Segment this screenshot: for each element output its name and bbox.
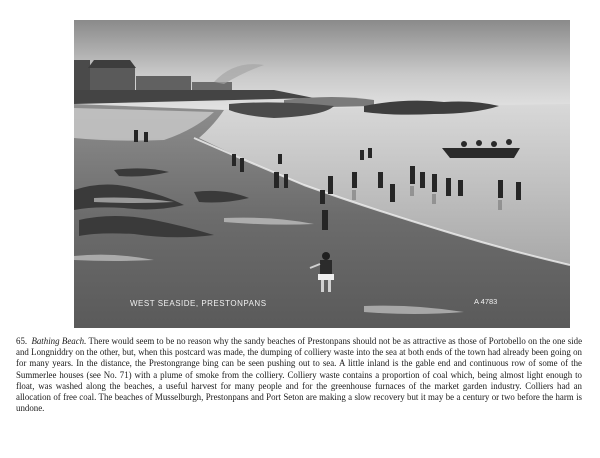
caption-body: There would seem to be no reason why the sandy beaches of Prestonpans should not be as attractive as those of Portobello on the one side and Longniddry on the other, but, when this postcard was made, the dumping of colliery waste into the sea at both ends of the town had already been going on for many years. In the distance, the Prestongrange bing can be seen pushing out to sea. A little inland is the gable end and continuous row of some of the Summerlee houses (see No. 71) with a plume of smoke from the colliery. Colliery waste contains a proportion of coal which, being almost light enough to float, was washed along the beaches, a useful harvest for many people and for the greenhouse furnaces of the market garden industry. Colliers had an allocation of free coal. The beaches of Musselburgh, Prestonpans and Port Seton are making a slow recovery but it may be a century or two before the harm is undone. (16, 336, 583, 414)
caption-number: 65. (16, 336, 28, 346)
photo-illustration (74, 20, 570, 328)
caption-title: Bathing Beach. (31, 336, 87, 346)
beach-photograph (74, 20, 570, 328)
postcard-caption: WEST SEASIDE, PRESTONPANS (130, 299, 267, 308)
photo-caption (16, 336, 582, 414)
plate-number: A 4783 (474, 297, 498, 306)
